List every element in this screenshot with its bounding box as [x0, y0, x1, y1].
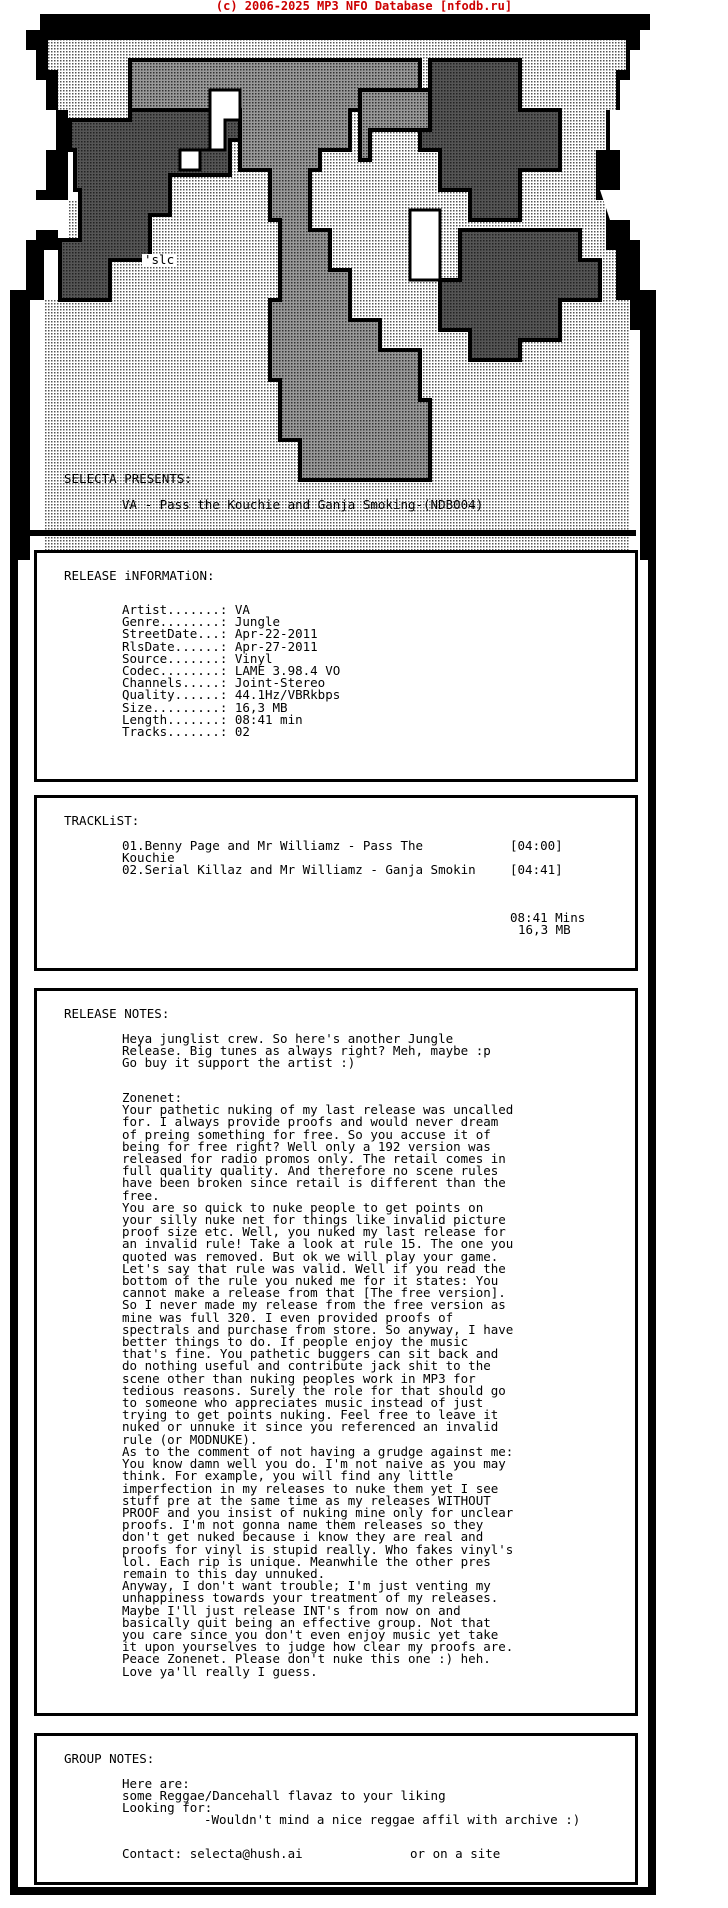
- release-info-row: Size.........: 16,3 MB: [122, 699, 288, 715]
- header-divider: [30, 530, 636, 536]
- total-size: 16,3 MB: [518, 922, 571, 937]
- release-notes-heading: RELEASE NOTES:: [64, 1006, 170, 1021]
- offer-text: some Reggae/Dancehall flavaz to your liking: [122, 1788, 446, 1803]
- release-info-list: [122, 604, 340, 738]
- release-info-row: Artist.......: VA: [122, 602, 250, 617]
- frame-bottom: [10, 1887, 656, 1895]
- release-info-row: Tracks.......: 02: [122, 724, 250, 740]
- tracklist-heading: TRACKLiST:: [64, 813, 140, 828]
- release-info-row: StreetDate...: Apr-22-2011: [122, 626, 318, 642]
- group-tag: 'slc: [144, 252, 175, 267]
- here-are-label: Here are:: [122, 1776, 190, 1791]
- release-notes-intro: Heya junglist crew. So here's another Jungle Release. Big tunes as always right? Meh, maybe :p Go buy it support the artist :): [122, 1031, 491, 1071]
- frame-right: [648, 360, 656, 1895]
- release-info-row: Codec........: LAME 3.98.4 VO: [122, 663, 341, 679]
- group-notes-heading: GROUP NOTES:: [64, 1751, 155, 1766]
- looking-for-label: Looking for:: [122, 1800, 213, 1815]
- track-1-time: [04:00]: [510, 838, 563, 853]
- track-2-time: [04:41]: [510, 862, 563, 877]
- release-info-row: Channels.....: Joint-Stereo: [122, 675, 326, 691]
- track-1-title: 01.Benny Page and Mr Williamz - Pass The: [122, 838, 424, 853]
- track-1-continuation: Kouchie: [122, 850, 175, 865]
- release-info-heading: RELEASE iNFORMATiON:: [64, 568, 215, 583]
- release-info-row: Genre........: Jungle: [122, 614, 281, 630]
- release-info-row: RlsDate......: Apr-27-2011: [122, 638, 318, 654]
- site-credit: (c) 2006-2025 MP3 NFO Database [nfodb.ru]: [215, 0, 513, 13]
- frame-left: [10, 360, 18, 1895]
- release-title: VA - Pass the Kouchie and Ganja Smoking-(NDB004): [122, 497, 484, 512]
- release-info-row: Source.......: Vinyl: [122, 650, 273, 666]
- track-2-title: 02.Serial Killaz and Mr Williamz - Ganja Smokin: [122, 862, 476, 877]
- contact-alt: or on a site: [410, 1846, 501, 1861]
- release-info-row: Quality......: 44.1Hz/VBRkbps: [122, 687, 341, 703]
- presents-line: SELECTA PRESENTS:: [64, 471, 192, 486]
- release-info-row: Length.......: 08:41 min: [122, 711, 303, 727]
- contact-email: Contact: selecta@hush.ai: [122, 1846, 303, 1861]
- total-length: 08:41 Mins: [510, 910, 586, 925]
- release-notes-body: Zonenet: Your pathetic nuking of my last release was uncalled for. I always provide proofs and would never dream of preing something for free. So you accuse it of being for free right? Well only a 192 version was released for radio promos only. The retail comes in full quality quality. And therefore no scene rules have been broken since retail is different than the free. You are so quick to nuke people to get points on your silly nuke net for things like invalid picture proof size etc. Well, you nuked my last release for an invalid rule! Take a look at rule 15. The one you quoted was removed. But ok we will play your game. Let's say that rule was valid. Well if you read the bottom of the rule you nuked me for it states: You cannot make a release from that [The free version]. So I never made my release from the free version as mine was full 320. I even provided proofs of spectrals and purchase from store. So anyway, I have better things to do. If people enjoy the music that's fine. You pathetic buggers can sit back and do nothing useful and contribute jack shit to the scene other than nuking peoples work in MP3 for tedious reasons. Surely the role for that should go to someone who appreciates music instead of just trying to get points nuking. Feel free to leave it nuked or unnuke it since you referenced an invalid rule (or MODNUKE). As to the comment of not having a grudge against me: You know damn well you do. I'm not naive as you may think. For example, you will find any little imperfection in my releases to nuke them yet I see stuff pre at the same time as my releases WITHOUT PROOF and you insist of nuking mine only for unclear proofs. I'm not gonna name them releases so they don't get nuked because i know they are real and proofs for vinyl is stupid really. Who fakes vinyl's lol. Each rip is unique. Meanwhile the other pres remain to this day unnuked. Anyway, I don't want trouble; I'm just venting my unhappiness towards your treatment of my releases. Maybe I'll just release INT's from now on and basically quit being an effective group. Not that you care since you don't even enjoy music yet take it upon yourselves to judge how clear my proofs are. Peace Zonenet. Please don't nuke this one :) heh. Love ya'll really I guess.: [122, 1090, 514, 1679]
- wish-text: -Wouldn't mind a nice reggae affil with archive :): [204, 1812, 581, 1827]
